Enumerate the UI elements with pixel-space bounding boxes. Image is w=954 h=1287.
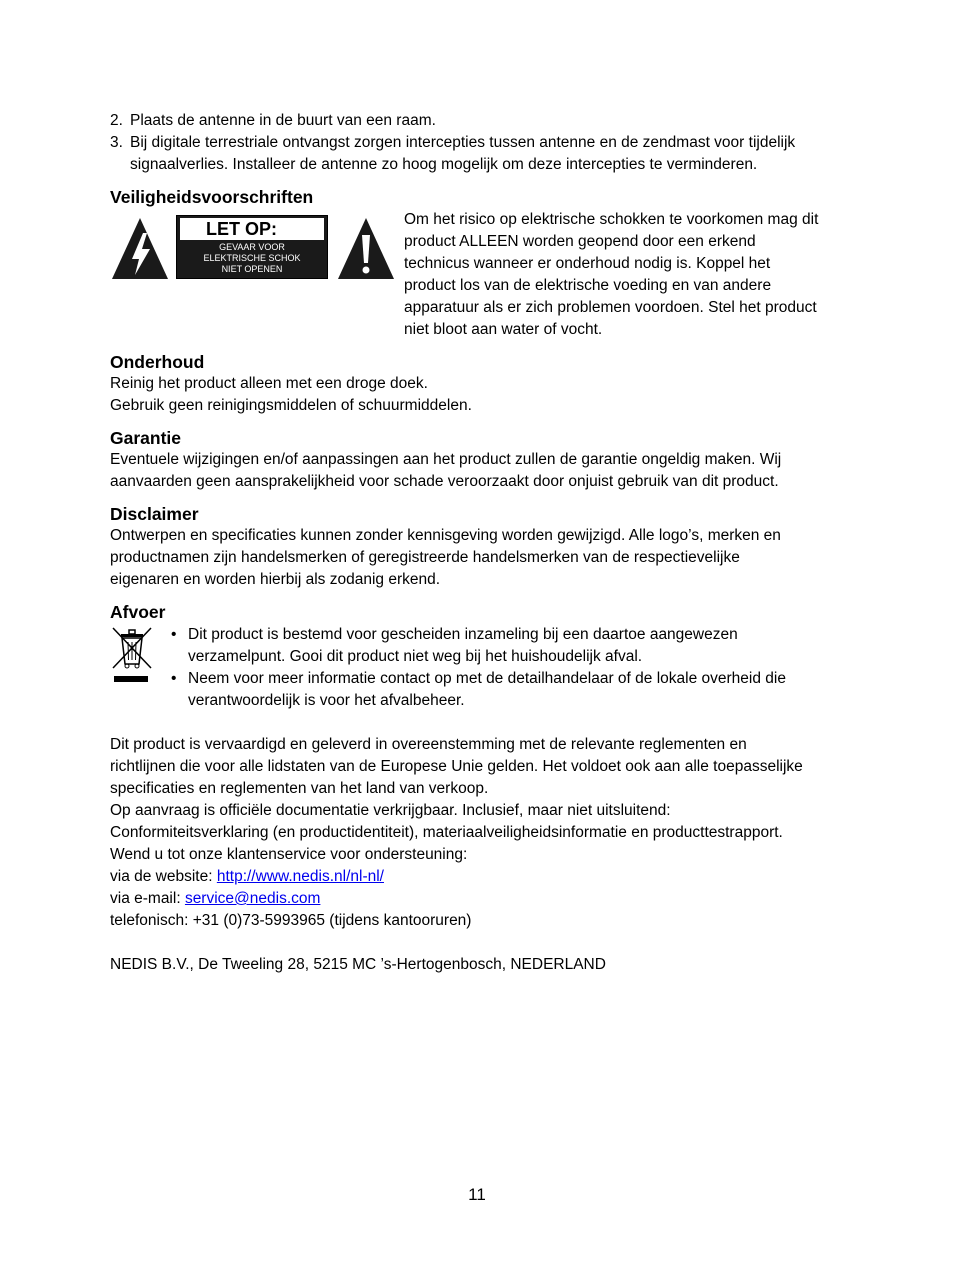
bullet: • <box>171 670 177 687</box>
lightning-warning-icon <box>110 215 170 288</box>
section-heading: Garantie <box>110 428 181 448</box>
website-link[interactable]: http://www.nedis.nl/nl-nl/ <box>216 868 384 885</box>
maintenance-section <box>110 351 844 417</box>
list-item: • Neem voor meer informatie contact op met de detailhandelaar of de lokale overheid die verantwoordelijk is voor het afvalbeheer. <box>171 670 786 709</box>
bullet: • <box>171 626 177 643</box>
compliance-text: Dit product is vervaardigd en geleverd in overeenstemming met de relevante reglementen en richtlijnen die voor alle lidstaten van de Europese Unie gelden. Het voldoet ook aan alle toepasselijke specificaties en reglementen van het land van verkoop. Op aanvraag is officiële documentatie verkrijgbaar. Inclusief, maar niet uitsluitend: Conformiteitsverklaring (en productidentiteit), materiaalveiligheidsinformatie en producttestrapport. Wend u tot onze klantenservice voor ondersteuning: <box>110 736 803 863</box>
section-heading: Veiligheidsvoorschriften <box>110 187 314 207</box>
website-line: via de website: http://www.nedis.nl/nl-nl/ <box>110 868 384 885</box>
disposal-list <box>171 624 844 712</box>
safety-section <box>110 186 844 341</box>
warning-title: LET OP: <box>180 218 324 240</box>
exclamation-warning-icon <box>336 215 396 288</box>
section-text: Ontwerpen en specificaties kunnen zonder kennisgeving worden gewijzigd. Alle logo’s, merken en productnamen zijn handelsmerken of geregistreerde handelsmerken van de respectievelijke eigenaren en worden hierbij als zodanig erkend. <box>110 527 781 588</box>
section-text: Eventuele wijzigingen en/of aanpassingen aan het product zullen de garantie ongeldig maken. Wij aanvaarden geen aansprakelijkheid voor schade veroorzaakt door onjuist gebruik van dit product. <box>110 451 782 490</box>
section-heading: Onderhoud <box>110 352 205 372</box>
list-item <box>110 110 844 132</box>
disclaimer-section <box>110 503 844 591</box>
list-text: signaalverlies. Installeer de antenne zo hoog mogelijk om deze intercepties te verminderen. <box>130 156 758 173</box>
safety-text: Om het risico op elektrische schokken te voorkomen mag dit product ALLEEN worden geopend door een erkend technicus wanneer er onderhoud nodig is. Koppel het product los van de elektrische voeding en van andere apparatuur als er zich problemen voordoen. Stel het product niet bloot aan water of vocht. <box>404 211 819 338</box>
list-number: 2. <box>110 112 123 129</box>
email-link[interactable]: service@nedis.com <box>184 890 321 907</box>
list-text: Bij digitale terrestriale ontvangst zorgen intercepties tussen antenne en de zendmast voor tijdelijk <box>130 134 796 151</box>
warning-text: GEVAAR VOOR ELEKTRISCHE SCHOK NIET OPENEN <box>203 242 301 274</box>
company-address: NEDIS B.V., De Tweeling 28, 5215 MC ’s-Hertogenbosch, NEDERLAND <box>110 956 606 973</box>
email-line: via e-mail: service@nedis.com <box>110 890 321 907</box>
warning-label <box>176 215 328 279</box>
section-heading: Disclaimer <box>110 504 199 524</box>
compliance-section <box>110 734 844 932</box>
list-number: 3. <box>110 134 123 151</box>
warranty-section <box>110 427 844 493</box>
document-page <box>110 110 844 976</box>
intro-list <box>110 110 844 176</box>
list-text: Plaats de antenne in de buurt van een raam. <box>130 112 436 129</box>
list-item <box>110 132 844 176</box>
safety-icons <box>110 209 404 341</box>
section-heading: Afvoer <box>110 602 166 622</box>
section-text: Reinig het product alleen met een droge doek. Gebruik geen reinigingsmiddelen of schuurmiddelen. <box>110 375 472 414</box>
phone-line: telefonisch: +31 (0)73-5993965 (tijdens kantooruren) <box>110 912 472 929</box>
list-item: • Dit product is bestemd voor gescheiden inzameling bij een daartoe aangewezen verzamelpunt. Gooi dit product niet weg bij het huishoudelijk afval. <box>171 626 738 665</box>
disposal-section <box>110 601 844 712</box>
page-number: 11 <box>468 1185 486 1204</box>
